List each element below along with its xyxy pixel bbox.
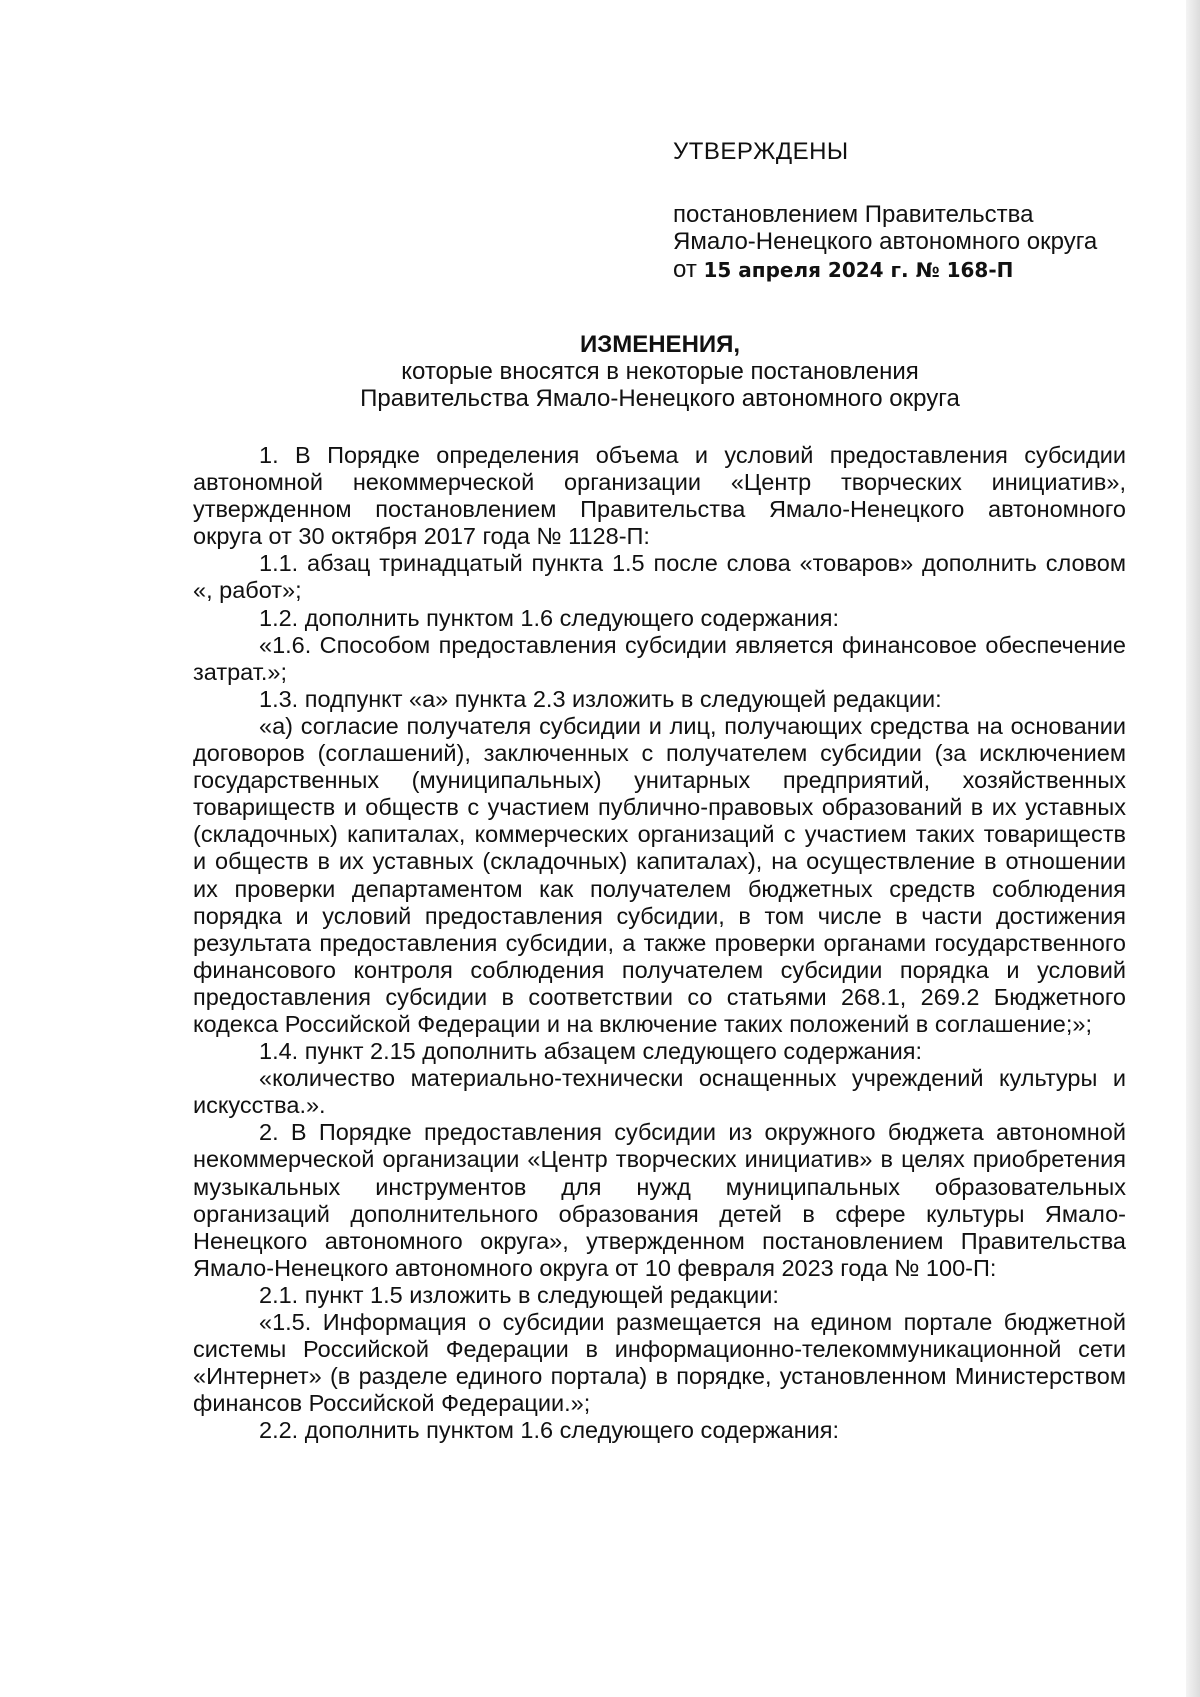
approval-line-1: постановлением Правительства [673,200,1034,228]
paragraph-2-1-quote: «1.5. Информация о субсидии размещается на едином портале бюджетной системы Российской Федерации в информационно-телекоммуникационной сети «Интернет» (в разделе единого портала) в порядке, установленном Министерством финансов Российской Федерации.»; [193,1309,1126,1417]
paragraph-2-1: 2.1. пункт 1.5 изложить в следующей редакции: [259,1281,779,1308]
approval-block [673,138,1153,284]
document-subtitle-line-1: которые вносятся в некоторые постановления [401,358,919,385]
document-title: ИЗМЕНЕНИЯ, [579,331,741,358]
paragraph-2-2: 2.2. дополнить пунктом 1.6 следующего содержания: [259,1417,840,1444]
document-subtitle-line-2: Правительства Ямало-Ненецкого автономного округа [360,385,960,412]
approved-label: УТВЕРЖДЕНЫ [673,138,849,165]
paragraph-1-4: 1.4. пункт 2.15 дополнить абзацем следующего содержания: [259,1038,922,1065]
page-edge [1186,0,1200,1697]
paragraph-1-1: 1.1. абзац тринадцатый пункта 1.5 после слова «товаров» дополнить словом «, работ»; [193,550,1126,604]
approval-line-2: Ямало-Ненецкого автономного округа [673,228,1098,255]
document-heading [194,331,1126,412]
paragraph-2: 2. В Порядке предоставления субсидии из окружного бюджета автономной некоммерческой организации «Центр творческих инициатив» в целях приобретения музыкальных инструментов для нужд муниципальных образовательных организаций дополнительного образования детей в сфере культуры Ямало-Ненецкого автономного округа», утвержденном постановлением Правительства Ямало-Ненецкого автономного округа от 10 февраля 2023 года № 100-П: [193,1119,1126,1281]
paragraph-1-3: 1.3. подпункт «а» пункта 2.3 изложить в следующей редакции: [259,685,942,712]
document-body [193,442,1126,1444]
paragraph-1-4-quote: «количество материально-технически оснащенных учреждений культуры и искусства.». [193,1065,1126,1119]
paragraph-1-3-quote: «а) согласие получателя субсидии и лиц, получающих средства на основании договоров (соглашений), заключенных с получателем субсидии (за исключением государственных (муниципальных) унитарных предприятий, хозяйственных товариществ и обществ с участием публично-правовых образований в их уставных (складочных) капиталах, коммерческих организаций с участием таких товариществ и обществ в их уставных (складочных) капиталах), на осуществление в отношении их проверки департаментом как получателем бюджетных средств соблюдения порядка и условий предоставления субсидии, в том числе в части достижения результата предоставления субсидии, а также проверки органами государственного финансового контроля соблюдения получателем субсидии порядка и условий предоставления субсидии в соответствии со статьями 268.1, 269.2 Бюджетного кодекса Российской Федерации и на включение таких положений в соглашение;»; [193,712,1126,1037]
paragraph-1-2-quote: «1.6. Способом предоставления субсидии является финансовое обеспечение затрат.»; [193,631,1126,685]
approval-date-prefix: от [673,255,697,283]
approval-date [673,256,1153,285]
paragraph-1: 1. В Порядке определения объема и условий предоставления субсидии автономной некоммерческой организации «Центр творческих инициатив», утвержденном постановлением Правительства Ямало-Ненецкого автономного округа от 30 октября 2017 года № 1128-П: [193,442,1126,550]
approval-date-number: 15 апреля 2024 г. № 168-П [703,257,1014,282]
paragraph-1-2: 1.2. дополнить пунктом 1.6 следующего содержания: [259,604,840,631]
